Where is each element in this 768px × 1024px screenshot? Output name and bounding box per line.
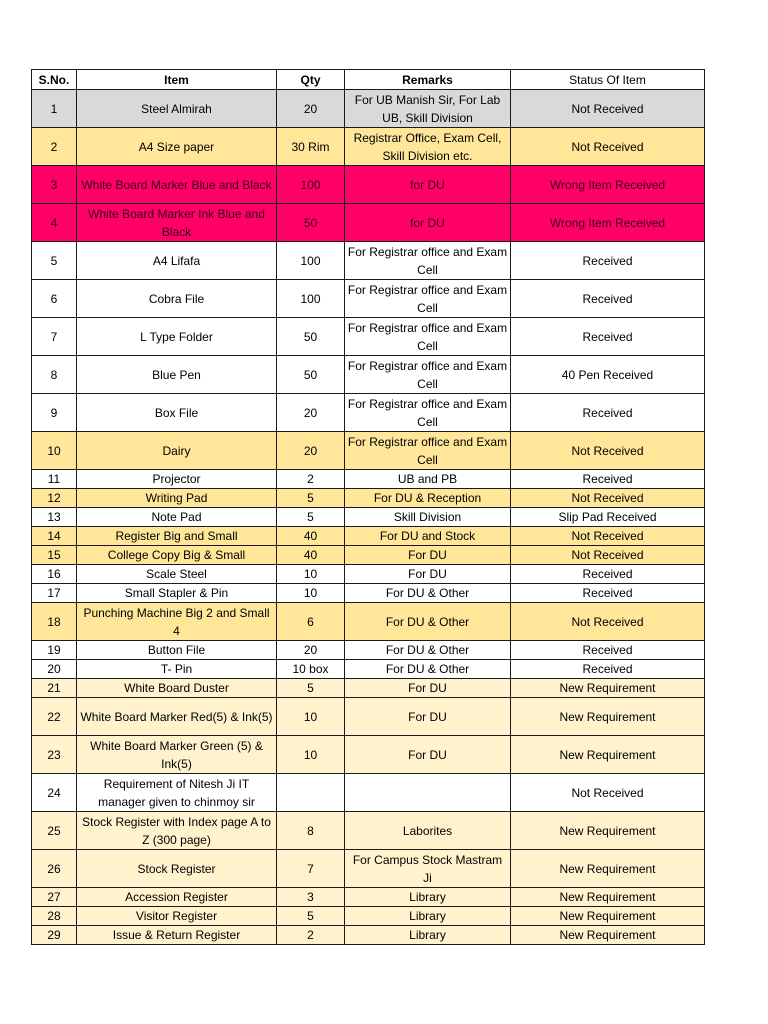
cell-qty: 40: [277, 527, 345, 546]
cell-status: Not Received: [511, 527, 705, 546]
table-row: [32, 508, 705, 527]
cell-qty: 20: [277, 641, 345, 660]
cell-sno: 21: [32, 679, 77, 698]
cell-remarks: For Campus Stock Mastram Ji: [345, 850, 511, 888]
cell-remarks: For DU & Other: [345, 603, 511, 641]
cell-sno: 25: [32, 812, 77, 850]
cell-item: L Type Folder: [77, 318, 277, 356]
cell-status: New Requirement: [511, 907, 705, 926]
cell-sno: 27: [32, 888, 77, 907]
cell-item: Stock Register with Index page A to Z (300 page): [77, 812, 277, 850]
cell-remarks: For DU & Reception: [345, 489, 511, 508]
cell-sno: 7: [32, 318, 77, 356]
cell-sno: 29: [32, 926, 77, 945]
cell-item: Scale Steel: [77, 565, 277, 584]
cell-status: New Requirement: [511, 812, 705, 850]
cell-remarks: For Registrar office and Exam Cell: [345, 394, 511, 432]
cell-qty: 2: [277, 926, 345, 945]
table-row: [32, 812, 705, 850]
cell-qty: 50: [277, 318, 345, 356]
cell-item: A4 Size paper: [77, 128, 277, 166]
inventory-table: [31, 69, 705, 945]
cell-sno: 8: [32, 356, 77, 394]
cell-sno: 15: [32, 546, 77, 565]
cell-sno: 3: [32, 166, 77, 204]
cell-qty: 5: [277, 679, 345, 698]
cell-qty: 10: [277, 698, 345, 736]
cell-sno: 26: [32, 850, 77, 888]
cell-status: Received: [511, 584, 705, 603]
cell-qty: 10 box: [277, 660, 345, 679]
table-row: [32, 736, 705, 774]
cell-remarks: For Registrar office and Exam Cell: [345, 318, 511, 356]
cell-remarks: Library: [345, 888, 511, 907]
cell-sno: 2: [32, 128, 77, 166]
cell-qty: 100: [277, 242, 345, 280]
cell-remarks: For DU: [345, 546, 511, 565]
cell-item: Button File: [77, 641, 277, 660]
table-row: [32, 774, 705, 812]
cell-sno: 20: [32, 660, 77, 679]
cell-sno: 10: [32, 432, 77, 470]
cell-status: Received: [511, 470, 705, 489]
cell-qty: 50: [277, 356, 345, 394]
cell-status: Wrong Item Received: [511, 204, 705, 242]
cell-qty: [277, 774, 345, 812]
cell-sno: 24: [32, 774, 77, 812]
table-row: [32, 280, 705, 318]
table-row: [32, 527, 705, 546]
cell-item: Cobra File: [77, 280, 277, 318]
table-row: [32, 394, 705, 432]
cell-qty: 20: [277, 90, 345, 128]
cell-remarks: For DU & Other: [345, 584, 511, 603]
cell-status: Wrong Item Received: [511, 166, 705, 204]
table-row: [32, 242, 705, 280]
cell-sno: 28: [32, 907, 77, 926]
cell-sno: 17: [32, 584, 77, 603]
cell-item: White Board Marker Ink Blue and Black: [77, 204, 277, 242]
cell-remarks: for DU: [345, 204, 511, 242]
cell-qty: 2: [277, 470, 345, 489]
cell-qty: 3: [277, 888, 345, 907]
header-row: [32, 70, 705, 90]
cell-sno: 16: [32, 565, 77, 584]
cell-remarks: For Registrar office and Exam Cell: [345, 242, 511, 280]
cell-sno: 12: [32, 489, 77, 508]
cell-status: New Requirement: [511, 736, 705, 774]
cell-item: Visitor Register: [77, 907, 277, 926]
cell-item: Accession Register: [77, 888, 277, 907]
cell-item: College Copy Big & Small: [77, 546, 277, 565]
table-row: [32, 584, 705, 603]
cell-remarks: For DU: [345, 698, 511, 736]
cell-item: Requirement of Nitesh Ji IT manager given to chinmoy sir: [77, 774, 277, 812]
cell-remarks: For Registrar office and Exam Cell: [345, 356, 511, 394]
cell-status: Received: [511, 280, 705, 318]
cell-item: Note Pad: [77, 508, 277, 527]
cell-remarks: For DU and Stock: [345, 527, 511, 546]
table-row: [32, 432, 705, 470]
cell-remarks: For Registrar office and Exam Cell: [345, 280, 511, 318]
cell-sno: 5: [32, 242, 77, 280]
cell-qty: 7: [277, 850, 345, 888]
table-row: [32, 166, 705, 204]
cell-status: New Requirement: [511, 926, 705, 945]
cell-status: Received: [511, 394, 705, 432]
cell-sno: 13: [32, 508, 77, 527]
cell-remarks: For DU: [345, 679, 511, 698]
cell-qty: 5: [277, 508, 345, 527]
table-row: [32, 356, 705, 394]
cell-item: White Board Marker Red(5) & Ink(5): [77, 698, 277, 736]
cell-item: White Board Duster: [77, 679, 277, 698]
cell-status: Received: [511, 565, 705, 584]
cell-item: Dairy: [77, 432, 277, 470]
cell-qty: 20: [277, 394, 345, 432]
cell-status: New Requirement: [511, 698, 705, 736]
header-qty: Qty: [277, 70, 345, 90]
cell-remarks: for DU: [345, 166, 511, 204]
table-row: [32, 698, 705, 736]
cell-item: Punching Machine Big 2 and Small 4: [77, 603, 277, 641]
cell-remarks: [345, 774, 511, 812]
cell-sno: 19: [32, 641, 77, 660]
table-body: [32, 90, 705, 945]
cell-status: New Requirement: [511, 850, 705, 888]
cell-sno: 14: [32, 527, 77, 546]
table-row: [32, 660, 705, 679]
cell-sno: 23: [32, 736, 77, 774]
cell-item: Steel Almirah: [77, 90, 277, 128]
cell-remarks: For DU & Other: [345, 660, 511, 679]
cell-status: Not Received: [511, 432, 705, 470]
cell-sno: 9: [32, 394, 77, 432]
table-row: [32, 641, 705, 660]
cell-item: White Board Marker Green (5) & Ink(5): [77, 736, 277, 774]
cell-status: Not Received: [511, 489, 705, 508]
cell-qty: 40: [277, 546, 345, 565]
cell-qty: 6: [277, 603, 345, 641]
cell-status: Received: [511, 318, 705, 356]
cell-remarks: Skill Division: [345, 508, 511, 527]
cell-status: Not Received: [511, 90, 705, 128]
cell-status: Not Received: [511, 774, 705, 812]
cell-qty: 10: [277, 736, 345, 774]
header-remarks: Remarks: [345, 70, 511, 90]
cell-sno: 11: [32, 470, 77, 489]
cell-qty: 100: [277, 280, 345, 318]
cell-remarks: Laborites: [345, 812, 511, 850]
cell-qty: 50: [277, 204, 345, 242]
table-row: [32, 90, 705, 128]
cell-item: Projector: [77, 470, 277, 489]
cell-status: Not Received: [511, 546, 705, 565]
cell-qty: 30 Rim: [277, 128, 345, 166]
cell-item: Stock Register: [77, 850, 277, 888]
cell-sno: 18: [32, 603, 77, 641]
cell-sno: 22: [32, 698, 77, 736]
table-header: [32, 70, 705, 90]
cell-remarks: Library: [345, 907, 511, 926]
cell-remarks: For Registrar office and Exam Cell: [345, 432, 511, 470]
cell-status: Not Received: [511, 128, 705, 166]
cell-status: New Requirement: [511, 679, 705, 698]
header-sno: S.No.: [32, 70, 77, 90]
table-row: [32, 546, 705, 565]
cell-sno: 4: [32, 204, 77, 242]
cell-remarks: For DU: [345, 565, 511, 584]
cell-sno: 1: [32, 90, 77, 128]
cell-status: Received: [511, 641, 705, 660]
cell-remarks: UB and PB: [345, 470, 511, 489]
cell-item: Box File: [77, 394, 277, 432]
cell-item: T- Pin: [77, 660, 277, 679]
cell-item: Register Big and Small: [77, 527, 277, 546]
table-row: [32, 926, 705, 945]
cell-item: A4 Lifafa: [77, 242, 277, 280]
table-row: [32, 888, 705, 907]
cell-remarks: For DU & Other: [345, 641, 511, 660]
cell-status: Received: [511, 242, 705, 280]
table-row: [32, 470, 705, 489]
cell-qty: 10: [277, 584, 345, 603]
cell-remarks: For DU: [345, 736, 511, 774]
cell-status: Not Received: [511, 603, 705, 641]
cell-status: 40 Pen Received: [511, 356, 705, 394]
table-row: [32, 204, 705, 242]
table-row: [32, 318, 705, 356]
cell-item: Blue Pen: [77, 356, 277, 394]
table-row: [32, 489, 705, 508]
table-row: [32, 128, 705, 166]
cell-qty: 5: [277, 489, 345, 508]
cell-sno: 6: [32, 280, 77, 318]
table-row: [32, 850, 705, 888]
cell-status: Slip Pad Received: [511, 508, 705, 527]
cell-remarks: Registrar Office, Exam Cell, Skill Division etc.: [345, 128, 511, 166]
cell-item: Small Stapler & Pin: [77, 584, 277, 603]
cell-item: Writing Pad: [77, 489, 277, 508]
table-row: [32, 907, 705, 926]
cell-status: New Requirement: [511, 888, 705, 907]
cell-remarks: For UB Manish Sir, For Lab UB, Skill Division: [345, 90, 511, 128]
header-status: Status Of Item: [511, 70, 705, 90]
cell-qty: 100: [277, 166, 345, 204]
cell-status: Received: [511, 660, 705, 679]
cell-remarks: Library: [345, 926, 511, 945]
table-row: [32, 565, 705, 584]
cell-item: Issue & Return Register: [77, 926, 277, 945]
table-row: [32, 603, 705, 641]
cell-qty: 5: [277, 907, 345, 926]
cell-qty: 10: [277, 565, 345, 584]
header-item: Item: [77, 70, 277, 90]
cell-item: White Board Marker Blue and Black: [77, 166, 277, 204]
table-row: [32, 679, 705, 698]
cell-qty: 20: [277, 432, 345, 470]
cell-qty: 8: [277, 812, 345, 850]
